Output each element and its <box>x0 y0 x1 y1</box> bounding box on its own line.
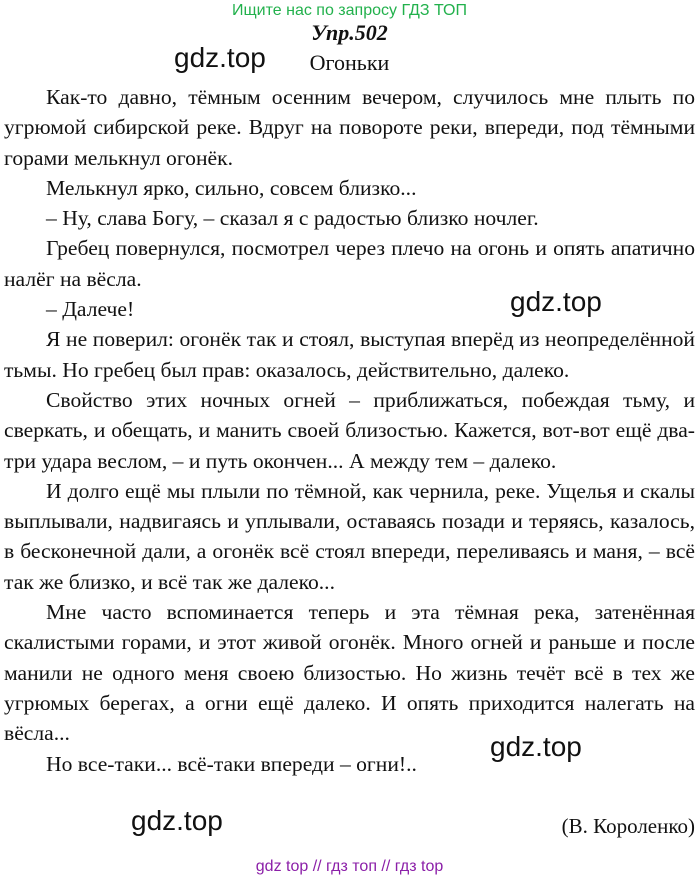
paragraph: Мелькнул ярко, сильно, совсем близко... <box>46 175 417 200</box>
paragraph: Но все-таки... всё-таки впереди – огни!.. <box>46 751 417 776</box>
exercise-number: Упр.502 <box>311 20 388 45</box>
paragraph: Я не поверил: огонёк так и стоял, выступая вперёд из неопределённой тьмы. Но гребец был прав: оказалось, действительно, далеко. <box>4 327 695 382</box>
watermark: gdz.top <box>510 286 602 317</box>
author-attribution: (В. Короленко) <box>561 814 695 838</box>
watermark: gdz.top <box>131 805 223 836</box>
paragraph: – Далече! <box>46 297 135 322</box>
paragraph: И долго ещё мы плыли по тёмной, как чернила, реке. Ущелья и скалы выплывали, надвигаясь и уплывали, оставаясь позади и теряясь, казалось, в бесконечной дали, а огонёк всё стоял впереди, переливаясь и маня, – всё так же близко, и всё так же далеко... <box>4 478 695 594</box>
paragraph: Мне часто вспоминается теперь и эта тёмная река, затенённая скалистыми горами, и этот живой огонёк. Много огней и раньше и после манили не одного меня своею близостью. Но жизнь течёт всё в тех же угрюмых берегах, а огни ещё далеко. И опять приходится налегать на вёсла... <box>4 600 695 746</box>
footer-links[interactable]: gdz top // гдз топ // гдз top <box>255 858 444 875</box>
story-title: Огоньки <box>309 50 390 75</box>
paragraph: Свойство этих ночных огней – приближаться, побеждая тьму, и сверкать, и обещать, и манить своей близостью. Кажется, вот-вот ещё два-три удара веслом, – и путь окончен... А между тем – далеко. <box>4 387 695 473</box>
story-text <box>4 82 695 779</box>
watermark: gdz.top <box>174 42 266 73</box>
paragraph: Как-то давно, тёмным осенним вечером, случилось мне плыть по угрюмой сибирской реке. Вдруг на повороте реки, впереди, под тёмными горами мелькнул огонёк. <box>4 85 695 170</box>
watermark: gdz.top <box>490 731 582 762</box>
top-banner: Ищите нас по запросу ГДЗ ТОП <box>232 2 467 19</box>
paragraph: – Ну, слава Богу, – сказал я с радостью близко ночлег. <box>46 206 539 231</box>
paragraph: Гребец повернулся, посмотрел через плечо на огонь и опять апатично налёг на вёсла. <box>4 236 695 291</box>
